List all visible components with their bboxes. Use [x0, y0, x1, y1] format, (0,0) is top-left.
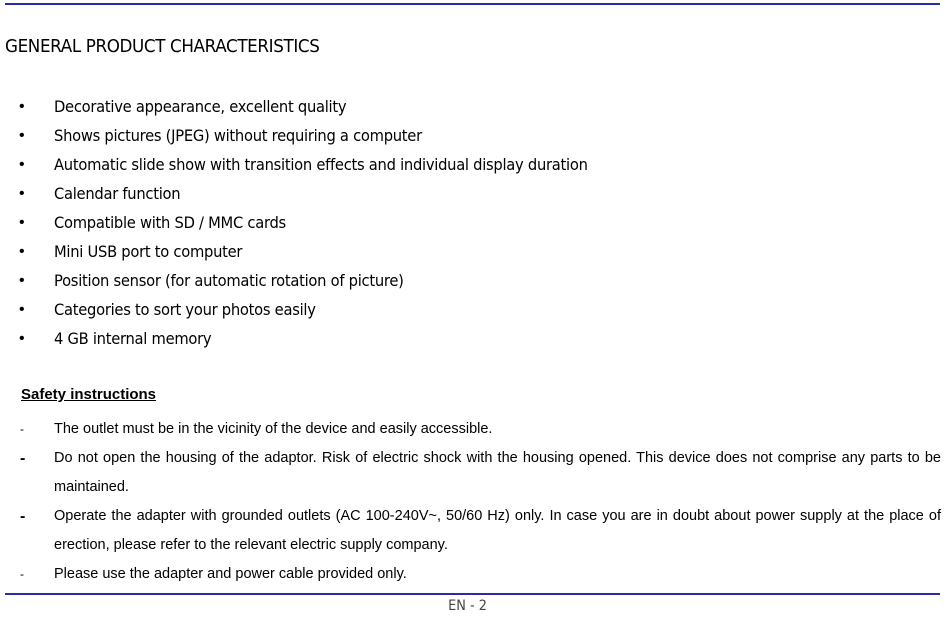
feature-text: Shows pictures (JPEG) without requiring a computer: [54, 126, 422, 145]
list-item: [0, 444, 950, 502]
list-item: [0, 502, 950, 560]
dash-icon: -: [20, 508, 26, 525]
feature-text: 4 GB internal memory: [54, 329, 212, 348]
bullet-icon: •: [19, 185, 25, 202]
dash-icon: -: [20, 450, 26, 467]
bullet-icon: •: [19, 98, 25, 115]
safety-heading: Safety instructions: [21, 386, 157, 403]
bullet-icon: •: [19, 127, 25, 144]
safety-text: Do not open the housing of the adaptor. Risk of electric shock with the housing opened. This device does not comprise any parts to be maintained.: [54, 450, 941, 495]
bullet-icon: •: [19, 301, 25, 318]
bullet-icon: •: [19, 214, 25, 231]
bullet-icon: •: [19, 330, 25, 347]
bullet-icon: •: [19, 156, 25, 173]
page-number: EN - 2: [448, 598, 487, 614]
safety-text: Please use the adapter and power cable provided only.: [54, 566, 407, 582]
feature-text: Automatic slide show with transition effects and individual display duration: [54, 155, 588, 174]
bottom-divider: [5, 593, 940, 595]
dash-icon: -: [20, 422, 24, 436]
bullet-icon: •: [19, 243, 25, 260]
list-item: [0, 560, 950, 589]
safety-text: The outlet must be in the vicinity of the device and easily accessible.: [54, 421, 493, 437]
feature-text: Calendar function: [54, 184, 181, 203]
feature-text: Compatible with SD / MMC cards: [54, 213, 286, 232]
list-item: [0, 415, 950, 444]
top-divider: [5, 3, 940, 5]
feature-text: Decorative appearance, excellent quality: [54, 97, 347, 116]
bullet-icon: •: [19, 272, 25, 289]
feature-text: Categories to sort your photos easily: [54, 300, 316, 319]
page-heading: GENERAL PRODUCT CHARACTERISTICS: [5, 36, 320, 57]
safety-text: Operate the adapter with grounded outlets (AC 100-240V~, 50/60 Hz) only. In case you are in doubt about power supply at the place of erection, please refer to the relevant electric supply company.: [54, 508, 941, 553]
feature-text: Mini USB port to computer: [54, 242, 243, 261]
feature-text: Position sensor (for automatic rotation of picture): [54, 271, 404, 290]
dash-icon: -: [20, 567, 24, 581]
safety-list: [0, 415, 950, 589]
